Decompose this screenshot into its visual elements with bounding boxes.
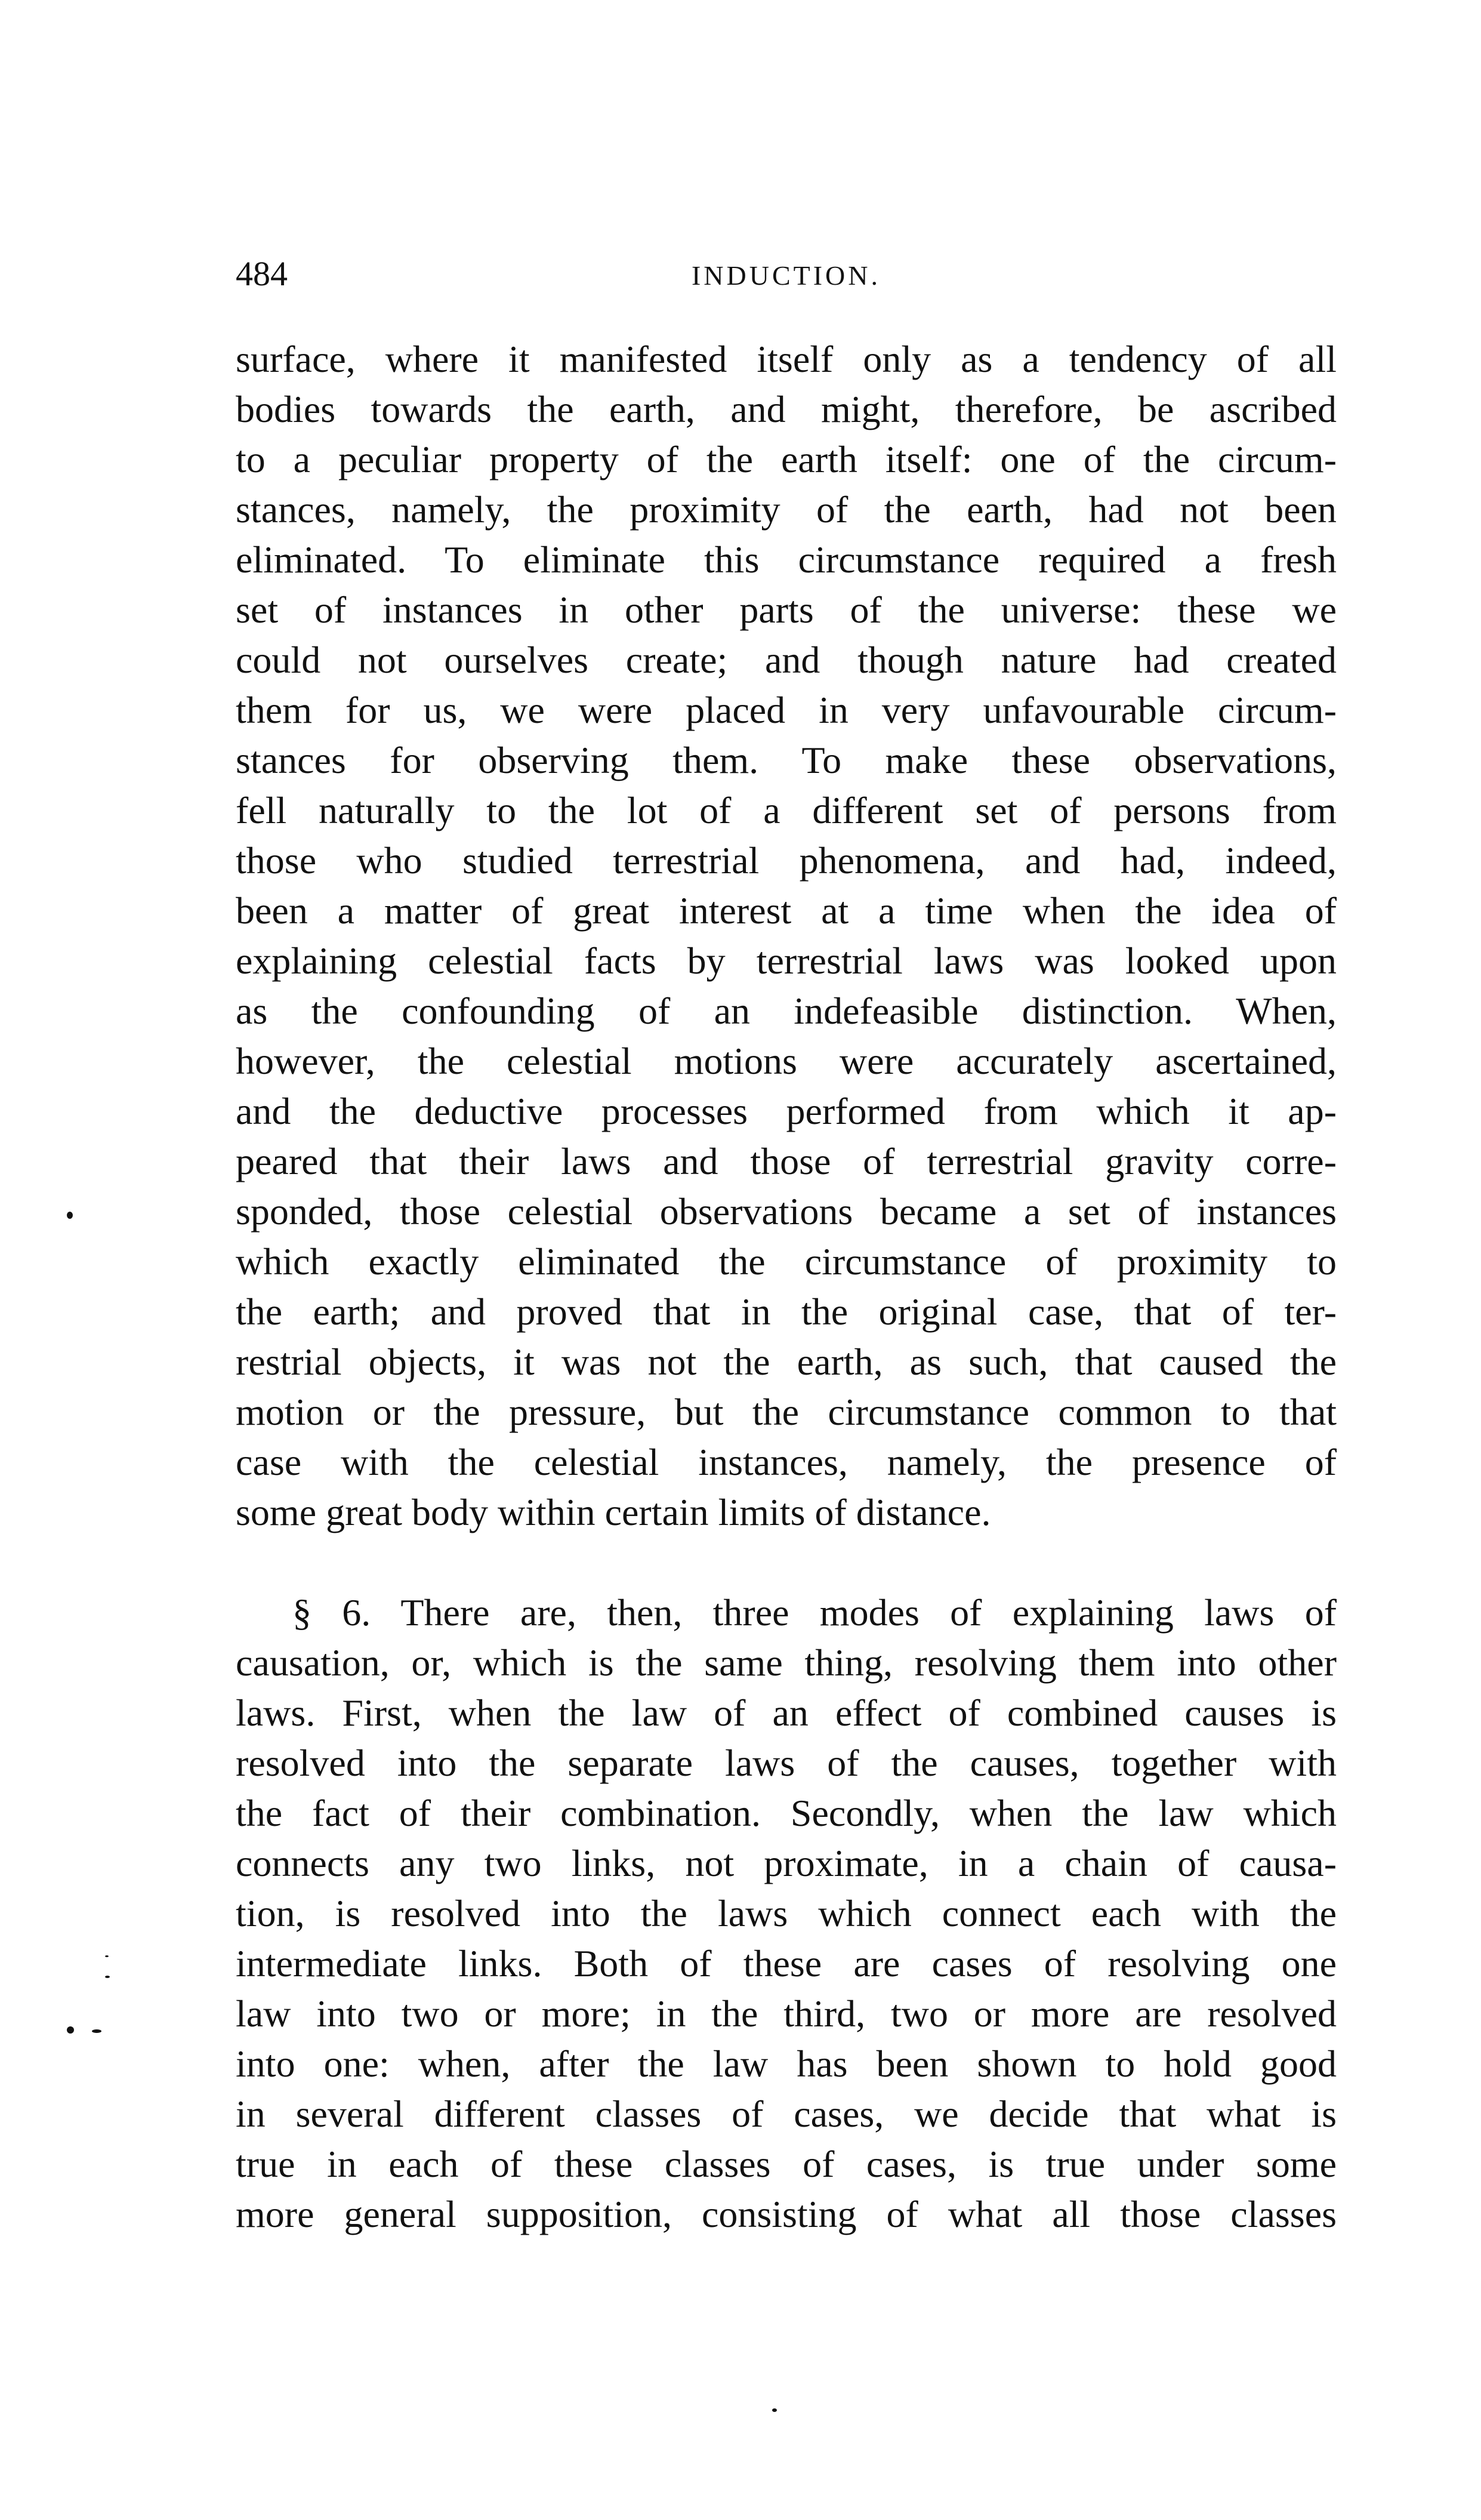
- text-line: § 6. There are, then, three modes of explaining laws of: [292, 1591, 1337, 1634]
- text-line: explaining celestial facts by terrestrial laws was looked upon: [236, 939, 1337, 982]
- text-line: them for us, we were placed in very unfavourable circum-: [236, 689, 1337, 731]
- page-body: [236, 334, 1337, 2239]
- text-line: stances, namely, the proximity of the earth, had not been: [236, 488, 1337, 531]
- scan-speck: [67, 1212, 73, 1219]
- text-line: peared that their laws and those of terrestrial gravity corre-: [236, 1140, 1337, 1182]
- text-line: resolved into the separate laws of the causes, together with: [236, 1742, 1337, 1784]
- text-line: motion or the pressure, but the circumstance common to that: [236, 1391, 1337, 1433]
- text-line: been a matter of great interest at a time when the idea of: [236, 889, 1337, 932]
- text-line: intermediate links. Both of these are cases of resolving one: [236, 1942, 1337, 1985]
- scan-speck: [772, 2408, 777, 2412]
- text-line: could not ourselves create; and though nature had created: [236, 639, 1337, 681]
- text-line: which exactly eliminated the circumstance of proximity to: [236, 1240, 1337, 1283]
- text-line: those who studied terrestrial phenomena, and had, indeed,: [236, 839, 1337, 882]
- text-line: case with the celestial instances, namely, the presence of: [236, 1441, 1337, 1483]
- text-line: and the deductive processes performed from which it ap-: [236, 1090, 1337, 1132]
- scan-speck: [67, 2026, 74, 2034]
- paragraph-gap: [236, 1538, 1337, 1588]
- text-line: the fact of their combination. Secondly, when the law which: [236, 1792, 1337, 1834]
- text-line: causation, or, which is the same thing, resolving them into other: [236, 1641, 1337, 1684]
- paragraph: [236, 1588, 1337, 2239]
- text-line: law into two or more; in the third, two or more are resolved: [236, 1992, 1337, 2035]
- scan-speck: [105, 1955, 109, 1957]
- scan-speck: [92, 2029, 101, 2033]
- text-line: laws. First, when the law of an effect of combined causes is: [236, 1692, 1337, 1734]
- text-line: tion, is resolved into the laws which connect each with the: [236, 1892, 1337, 1934]
- text-line: surface, where it manifested itself only as a tendency of all: [236, 338, 1337, 380]
- text-line: eliminated. To eliminate this circumstance required a fresh: [236, 538, 1337, 581]
- text-line: fell naturally to the lot of a different set of persons from: [236, 789, 1337, 831]
- text-line: the earth; and proved that in the original case, that of ter-: [236, 1290, 1337, 1333]
- text-line: bodies towards the earth, and might, therefore, be ascribed: [236, 388, 1337, 430]
- text-line: more general supposition, consisting of what all those classes: [236, 2193, 1337, 2235]
- text-line: sponded, those celestial observations became a set of instances: [236, 1190, 1337, 1233]
- page-header: [236, 254, 1337, 295]
- text-line: connects any two links, not proximate, in a chain of causa-: [236, 1842, 1337, 1884]
- text-line: true in each of these classes of cases, is true under some: [236, 2143, 1337, 2185]
- paragraph: [236, 334, 1337, 1538]
- text-line: as the confounding of an indefeasible distinction. When,: [236, 990, 1337, 1032]
- text-line: to a peculiar property of the earth itself: one of the circum-: [236, 438, 1337, 480]
- text-line: restrial objects, it was not the earth, as such, that caused the: [236, 1341, 1337, 1383]
- text-line: in several different classes of cases, we decide that what is: [236, 2093, 1337, 2135]
- text-line: into one: when, after the law has been shown to hold good: [236, 2043, 1337, 2085]
- scan-speck: [105, 1976, 110, 1978]
- page-number: 484: [236, 254, 288, 293]
- running-title: INDUCTION.: [691, 260, 881, 291]
- text-line: however, the celestial motions were accurately ascertained,: [236, 1040, 1337, 1082]
- text-line: set of instances in other parts of the universe: these we: [236, 589, 1337, 631]
- text-line: stances for observing them. To make these observations,: [236, 739, 1337, 781]
- text-line: some great body within certain limits of distance.: [236, 1491, 991, 1533]
